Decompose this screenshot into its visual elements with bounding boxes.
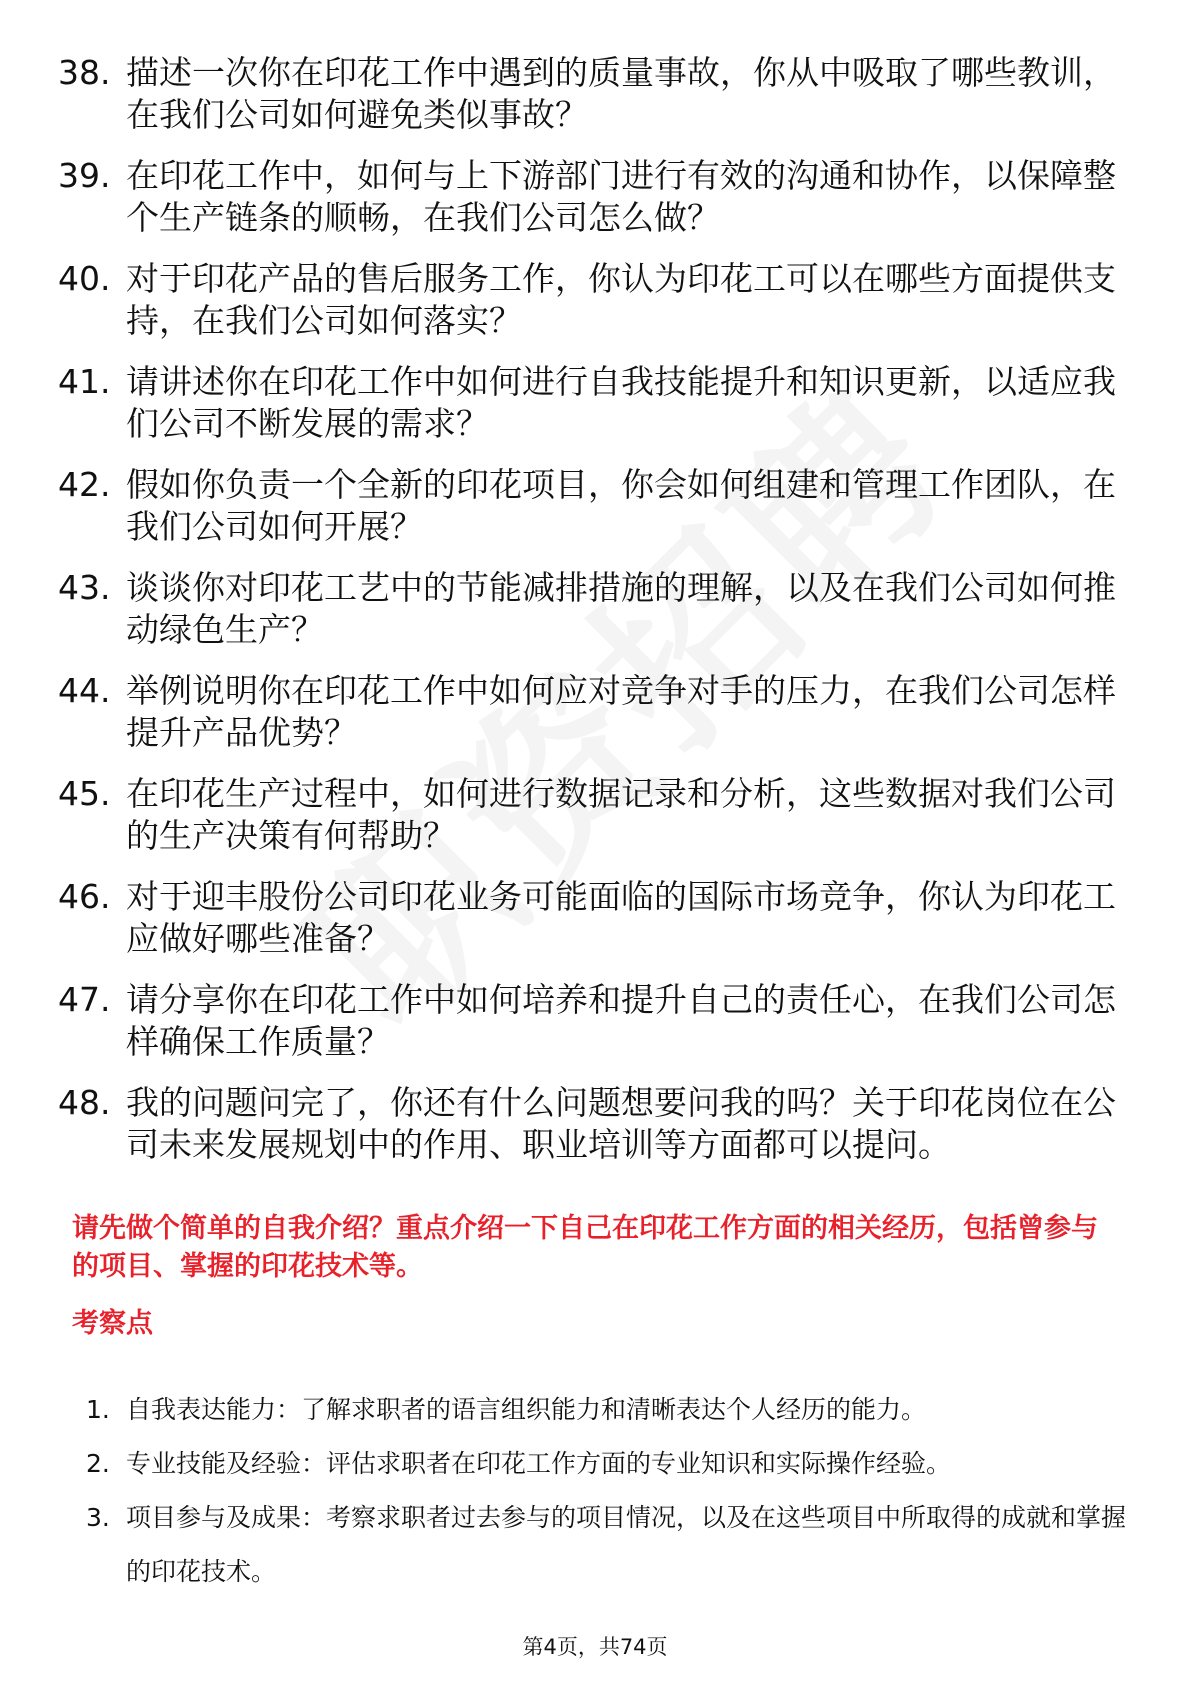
- question-text: 举例说明你在印花工作中如何应对竞争对手的压力，在我们公司怎样提升产品优势？: [126, 671, 1116, 752]
- question-number: 44.: [58, 671, 111, 710]
- question-item: [58, 155, 1130, 239]
- assessment-points: [86, 1383, 1126, 1599]
- question-item: [58, 1082, 1130, 1166]
- question-item: [58, 567, 1130, 651]
- question-number: 40.: [58, 259, 111, 298]
- question-number: 48.: [58, 1083, 111, 1122]
- question-number: 43.: [58, 568, 111, 607]
- question-item: [58, 670, 1130, 754]
- page-footer: 第4页，共74页: [522, 1635, 668, 1659]
- point-number: 2.: [86, 1449, 110, 1478]
- question-text: 对于印花产品的售后服务工作，你认为印花工可以在哪些方面提供支持，在我们公司如何落实？: [126, 259, 1116, 340]
- question-text: 在印花工作中，如何与上下游部门进行有效的沟通和协作，以保障整个生产链条的顺畅，在我们公司怎么做？: [126, 156, 1116, 237]
- question-number: 39.: [58, 156, 111, 195]
- question-item: [58, 52, 1130, 136]
- question-list: [58, 52, 1130, 1185]
- assessment-point: [86, 1437, 1126, 1491]
- question-text: 请讲述你在印花工作中如何进行自我技能提升和知识更新，以适应我们公司不断发展的需求？: [126, 362, 1116, 443]
- question-item: [58, 258, 1130, 342]
- question-text: 谈谈你对印花工艺中的节能减排措施的理解，以及在我们公司如何推动绿色生产？: [126, 568, 1116, 649]
- question-text: 假如你负责一个全新的印花项目，你会如何组建和管理工作团队，在我们公司如何开展？: [126, 465, 1116, 546]
- question-number: 41.: [58, 362, 111, 401]
- point-number: 3.: [86, 1503, 110, 1532]
- point-number: 1.: [86, 1395, 110, 1424]
- question-item: [58, 773, 1130, 857]
- question-item: [58, 464, 1130, 548]
- question-number: 45.: [58, 774, 111, 813]
- question-item: [58, 876, 1130, 960]
- point-text: 专业技能及经验：评估求职者在印花工作方面的专业知识和实际操作经验。: [126, 1449, 952, 1478]
- assessment-point: [86, 1383, 1126, 1437]
- question-text: 对于迎丰股份公司印花业务可能面临的国际市场竞争，你认为印花工应做好哪些准备？: [126, 877, 1116, 958]
- question-text: 请分享你在印花工作中如何培养和提升自己的责任心，在我们公司怎样确保工作质量？: [126, 980, 1116, 1061]
- point-text: 项目参与及成果：考察求职者过去参与的项目情况，以及在这些项目中所取得的成就和掌握的印花技术。: [126, 1503, 1127, 1586]
- question-item: [58, 979, 1130, 1063]
- question-text: 在印花生产过程中，如何进行数据记录和分析，这些数据对我们公司的生产决策有何帮助？: [126, 774, 1116, 855]
- question-text: 我的问题问完了，你还有什么问题想要问我的吗？关于印花岗位在公司未来发展规划中的作用、职业培训等方面都可以提问。: [126, 1083, 1116, 1164]
- question-number: 47.: [58, 980, 111, 1019]
- point-text: 自我表达能力：了解求职者的语言组织能力和清晰表达个人经历的能力。: [126, 1395, 927, 1424]
- question-number: 38.: [58, 53, 111, 92]
- section-title: 考察点: [72, 1308, 153, 1339]
- question-number: 42.: [58, 465, 111, 504]
- question-item: [58, 361, 1130, 445]
- question-text: 描述一次你在印花工作中遇到的质量事故，你从中吸取了哪些教训，在我们公司如何避免类似事故？: [126, 53, 1116, 134]
- question-number: 46.: [58, 877, 111, 916]
- intro-question: 请先做个简单的自我介绍？重点介绍一下自己在印花工作方面的相关经历，包括曾参与的项目、掌握的印花技术等。: [72, 1213, 1098, 1282]
- assessment-point: [86, 1491, 1126, 1599]
